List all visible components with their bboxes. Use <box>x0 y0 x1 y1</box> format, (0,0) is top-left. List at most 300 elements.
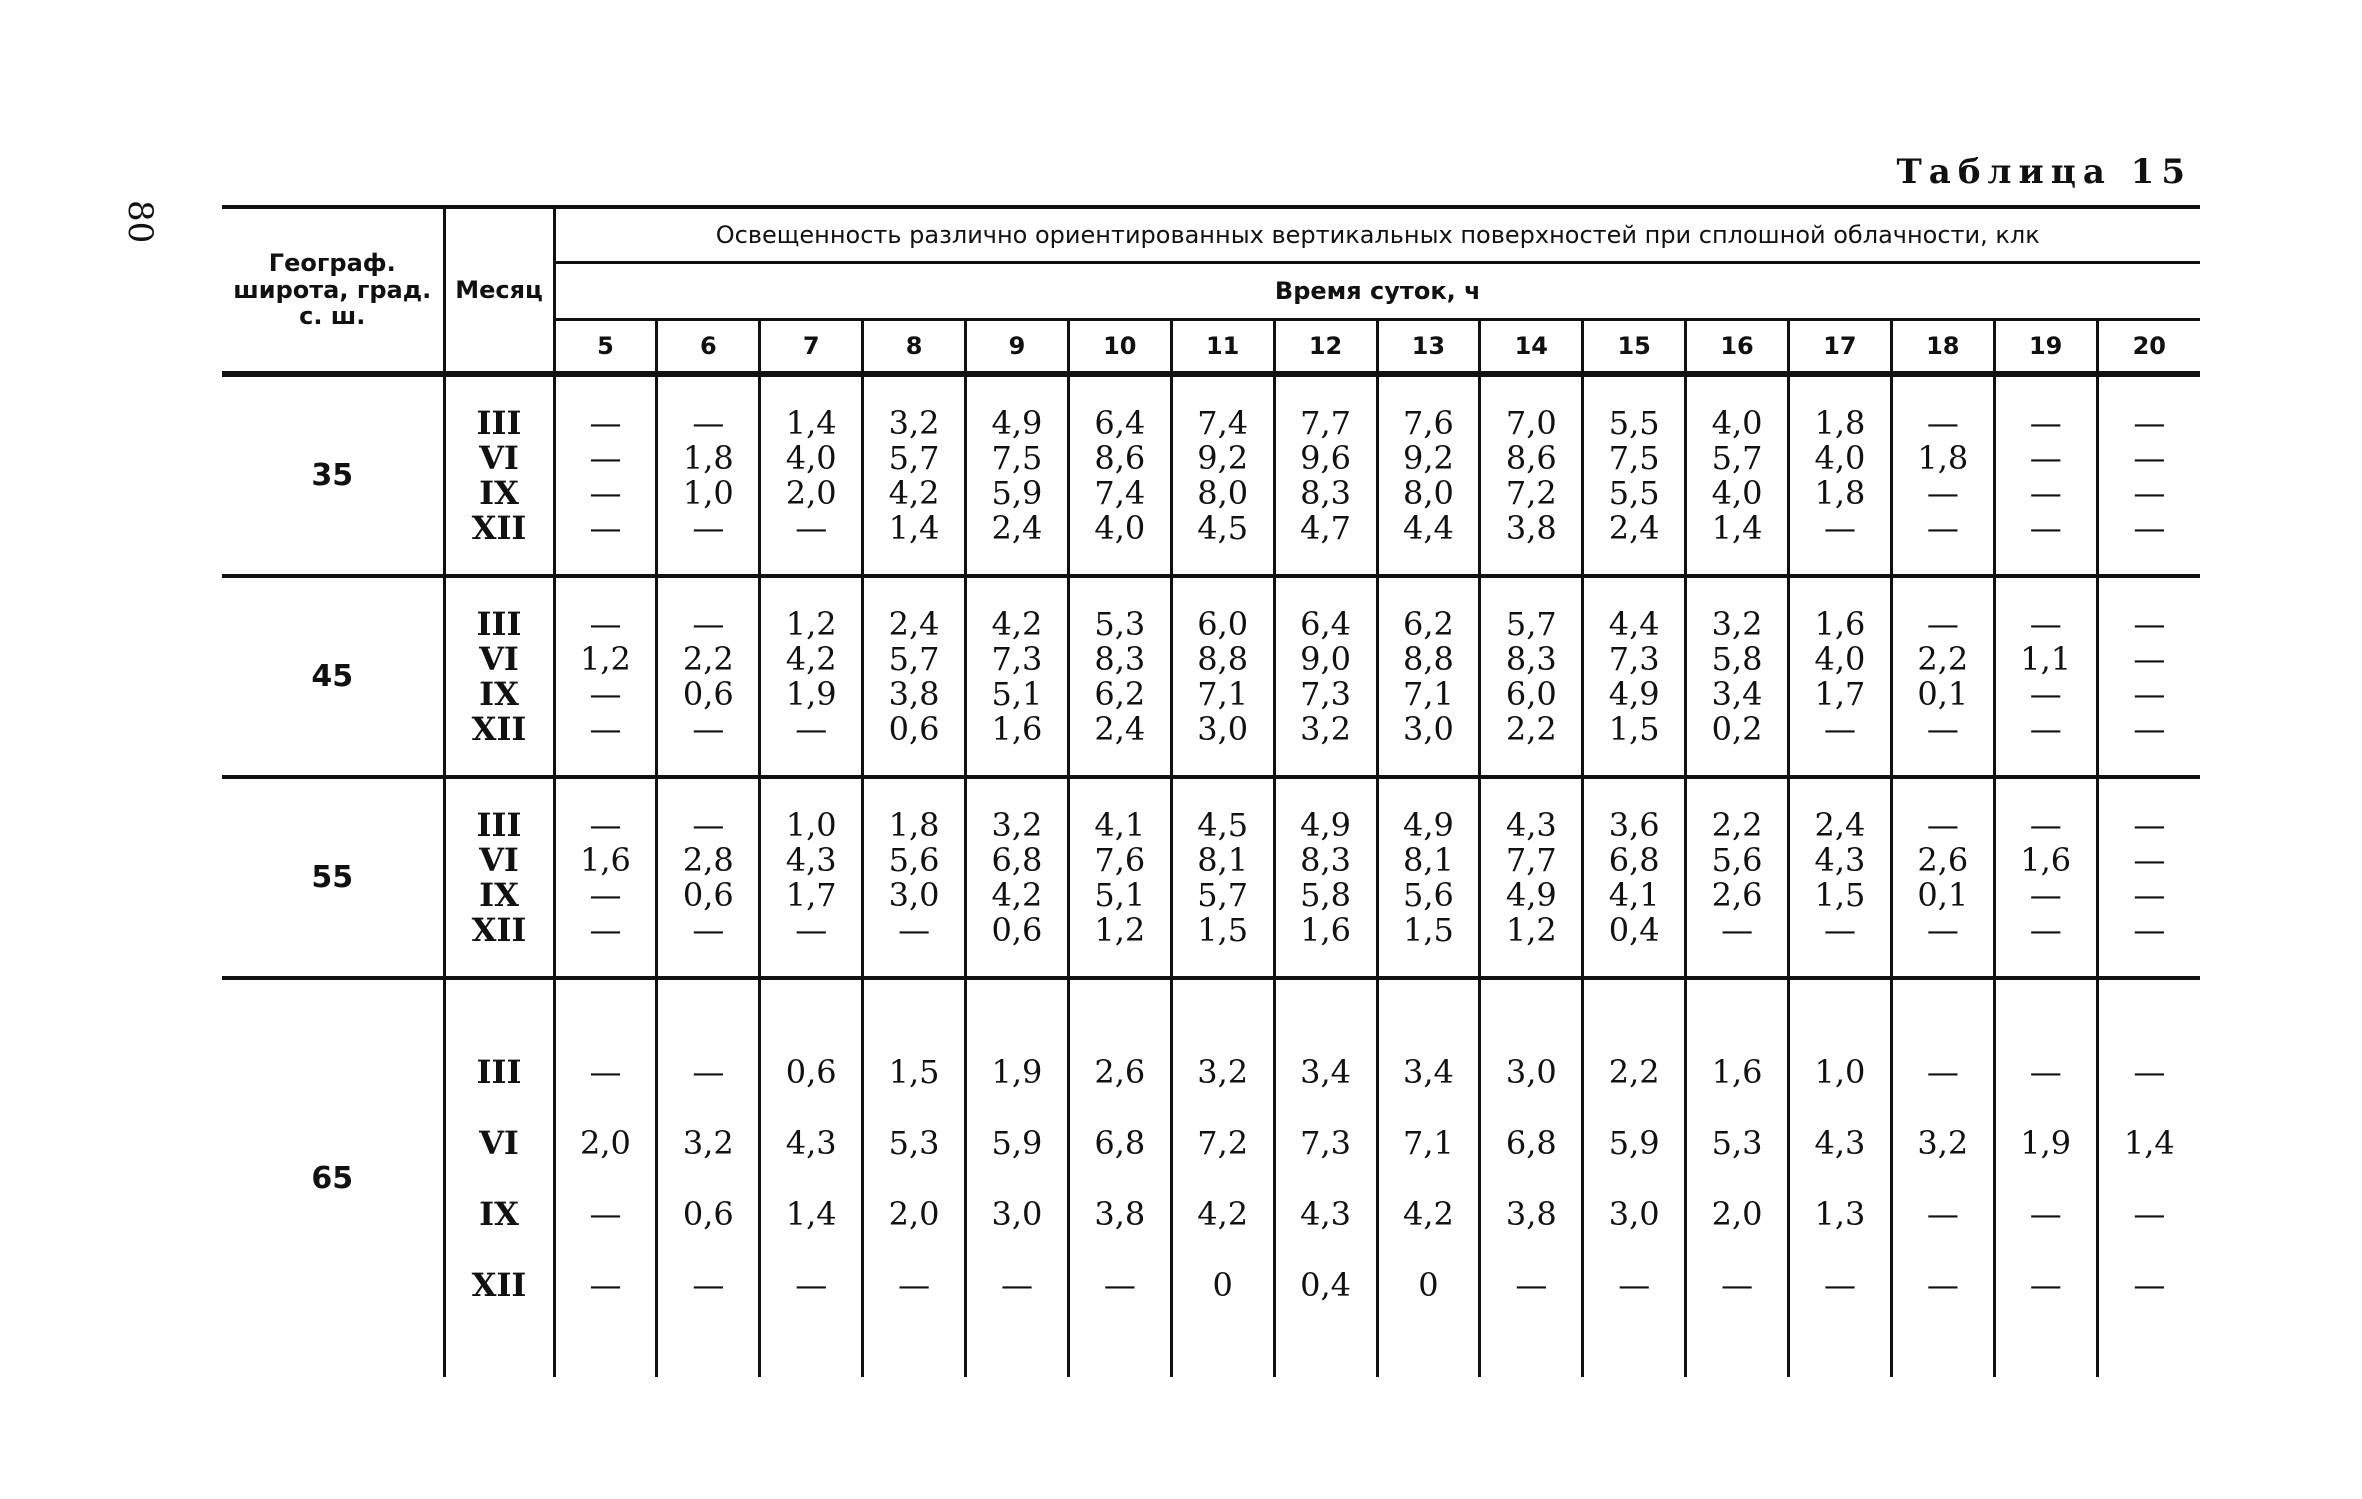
illuminance-value: 5,6 <box>888 840 940 879</box>
illuminance-value: 7,3 <box>1608 639 1660 678</box>
illuminance-value: 3,4 <box>1300 1052 1351 1091</box>
hour-header: 7 <box>760 320 863 375</box>
hour-values-cell <box>1377 777 1480 978</box>
illuminance-value: 8,6 <box>1505 438 1557 477</box>
illuminance-value: 4,7 <box>1300 508 1351 547</box>
illuminance-value: 1,6 <box>1814 604 1866 643</box>
illuminance-value: — <box>1926 473 1959 512</box>
illuminance-value: — <box>2133 1265 2166 1304</box>
illuminance-value: 1,9 <box>991 1052 1043 1091</box>
illuminance-value: 5,7 <box>1505 604 1557 643</box>
illuminance-value: 1,7 <box>1814 674 1866 713</box>
hour-values-cell <box>1068 374 1171 576</box>
illuminance-value: 9,6 <box>1300 438 1351 477</box>
illuminance-value: 0,4 <box>1300 1265 1351 1304</box>
illuminance-value: 7,3 <box>1300 1123 1351 1162</box>
illuminance-value: — <box>2029 1194 2062 1233</box>
month-label: XII <box>471 508 527 547</box>
illuminance-value: 4,9 <box>1505 875 1557 914</box>
illuminance-value: 2,4 <box>1814 805 1866 844</box>
illuminance-value: 1,4 <box>785 403 837 442</box>
hour-values-cell <box>1377 576 1480 777</box>
illuminance-value: 0,6 <box>682 674 734 713</box>
table-header <box>222 207 2200 374</box>
illuminance-value: — <box>2133 840 2166 879</box>
illuminance-value: 5,9 <box>991 1123 1043 1162</box>
hour-values-cell <box>2097 978 2200 1377</box>
hour-values-cell <box>1994 777 2097 978</box>
hour-values-cell <box>1377 374 1480 576</box>
illuminance-value: 4,0 <box>1814 438 1866 477</box>
illuminance-value: 8,1 <box>1197 840 1249 879</box>
illuminance-value: 3,8 <box>888 674 940 713</box>
illuminance-value: — <box>589 403 622 442</box>
illuminance-value: 2,2 <box>1917 639 1969 678</box>
hour-header: 9 <box>966 320 1069 375</box>
hour-values-cell <box>863 978 966 1377</box>
illuminance-value: 1,8 <box>1814 473 1866 512</box>
illuminance-value: 1,3 <box>1814 1194 1866 1233</box>
hour-header: 5 <box>554 320 657 375</box>
illuminance-value: 1,6 <box>579 840 631 879</box>
illuminance-value: 8,3 <box>1505 639 1557 678</box>
illuminance-value: 3,6 <box>1608 805 1660 844</box>
hour-values-cell <box>1686 777 1789 978</box>
hour-header: 16 <box>1686 320 1789 375</box>
illuminance-value: 0,6 <box>682 1194 734 1233</box>
illuminance-value: 3,8 <box>1505 1194 1557 1233</box>
illuminance-value: 2,6 <box>1094 1052 1146 1091</box>
illuminance-value: 5,1 <box>1094 875 1146 914</box>
hour-header: 17 <box>1789 320 1892 375</box>
illuminance-value: 4,2 <box>1402 1194 1454 1233</box>
illuminance-value: 1,4 <box>1711 508 1763 547</box>
illuminance-value: — <box>692 403 725 442</box>
illuminance-value: — <box>2029 604 2062 643</box>
hour-header: 10 <box>1068 320 1171 375</box>
illuminance-value: 4,3 <box>785 840 837 879</box>
latitude-cell: 45 <box>222 576 444 777</box>
illuminance-value: 9,2 <box>1402 438 1454 477</box>
month-label: IX <box>479 674 519 713</box>
illuminance-value: 6,0 <box>1197 604 1249 643</box>
hour-values-cell <box>657 777 760 978</box>
illuminance-value: — <box>2133 473 2166 512</box>
hour-values-cell <box>1583 576 1686 777</box>
illuminance-value: 8,8 <box>1402 639 1454 678</box>
illuminance-value: 3,2 <box>1300 709 1351 748</box>
illuminance-value: — <box>2133 403 2166 442</box>
illuminance-value: 9,2 <box>1197 438 1249 477</box>
table-title: Таблица 15 <box>1896 152 2192 192</box>
illuminance-value: 7,0 <box>1505 403 1557 442</box>
illuminance-value: 8,6 <box>1094 438 1146 477</box>
hour-values-cell <box>863 374 966 576</box>
hour-values-cell <box>554 777 657 978</box>
illuminance-value: 1,8 <box>1814 403 1866 442</box>
hour-values-cell <box>1171 374 1274 576</box>
illuminance-value: 7,1 <box>1402 1123 1454 1162</box>
hour-header: 11 <box>1171 320 1274 375</box>
illuminance-value: 4,0 <box>1814 639 1866 678</box>
illuminance-value: 3,4 <box>1402 1052 1454 1091</box>
hour-values-cell <box>966 978 1069 1377</box>
illuminance-value: — <box>1823 910 1856 949</box>
illuminance-value: — <box>589 604 622 643</box>
illuminance-value: 2,0 <box>785 473 837 512</box>
illuminance-header: Освещенность различно ориентированных вертикальных поверхностей при сплошной облачности, клк <box>554 207 2200 263</box>
hour-values-cell <box>1171 777 1274 978</box>
latitude-row <box>222 777 2200 978</box>
hour-values-cell <box>1480 374 1583 576</box>
illuminance-value: — <box>795 508 828 547</box>
illuminance-value: — <box>2133 910 2166 949</box>
month-label: XII <box>471 1265 527 1304</box>
hour-values-cell <box>966 777 1069 978</box>
illuminance-value: 1,6 <box>1711 1052 1763 1091</box>
illuminance-value: 5,9 <box>991 473 1043 512</box>
illuminance-value: — <box>1721 1265 1754 1304</box>
illuminance-value: 1,2 <box>1505 910 1557 949</box>
illuminance-value: 8,0 <box>1197 473 1249 512</box>
illuminance-value: — <box>1926 1194 1959 1233</box>
illuminance-value: 4,0 <box>785 438 837 477</box>
illuminance-value: — <box>1926 1265 1959 1304</box>
illuminance-value: 6,4 <box>1300 604 1351 643</box>
hour-values-cell <box>1891 777 1994 978</box>
hour-values-cell <box>1274 777 1377 978</box>
illuminance-value: 0,1 <box>1917 875 1969 914</box>
month-label: III <box>476 1052 522 1091</box>
hour-values-cell <box>1891 576 1994 777</box>
hour-values-cell <box>1994 978 2097 1377</box>
illuminance-value: 8,3 <box>1300 840 1351 879</box>
months-cell <box>444 374 554 576</box>
illuminance-value: 2,6 <box>1711 875 1763 914</box>
illuminance-value: 1,2 <box>1094 910 1146 949</box>
illuminance-value: 7,5 <box>991 438 1043 477</box>
illuminance-value: — <box>589 805 622 844</box>
month-header: Месяц <box>444 207 554 374</box>
hour-header: 13 <box>1377 320 1480 375</box>
latitude-cell: 35 <box>222 374 444 576</box>
illuminance-value: 3,0 <box>1505 1052 1557 1091</box>
month-label: VI <box>479 1123 519 1162</box>
illuminance-value: 4,1 <box>1608 875 1660 914</box>
illuminance-value: 1,4 <box>785 1194 837 1233</box>
illuminance-value: 4,3 <box>1505 805 1557 844</box>
illuminance-value: — <box>2029 805 2062 844</box>
illuminance-value: 1,6 <box>991 709 1043 748</box>
illuminance-value: 5,3 <box>1711 1123 1763 1162</box>
illuminance-value: 3,2 <box>1711 604 1763 643</box>
illuminance-value: — <box>2029 438 2062 477</box>
illuminance-value: 1,6 <box>1300 910 1351 949</box>
illuminance-value: 4,9 <box>991 403 1043 442</box>
illuminance-value: — <box>2029 1265 2062 1304</box>
illuminance-value: 2,4 <box>1094 709 1146 748</box>
illuminance-value: 8,1 <box>1402 840 1454 879</box>
illuminance-value: 6,8 <box>1094 1123 1146 1162</box>
hour-header: 12 <box>1274 320 1377 375</box>
illuminance-value: 4,0 <box>1711 403 1763 442</box>
illuminance-value: 1,4 <box>2123 1123 2175 1162</box>
illuminance-value: 4,3 <box>1814 840 1866 879</box>
illuminance-value: 3,8 <box>1505 508 1557 547</box>
hour-values-cell <box>966 576 1069 777</box>
illuminance-value: 2,2 <box>1711 805 1763 844</box>
hour-values-cell <box>1068 777 1171 978</box>
illuminance-value: 5,3 <box>1094 604 1146 643</box>
illuminance-value: 1,0 <box>785 805 837 844</box>
hour-values-cell <box>760 374 863 576</box>
time-of-day-header: Время суток, ч <box>554 263 2200 320</box>
hour-values-cell <box>1274 576 1377 777</box>
illuminance-value: 1,5 <box>888 1052 940 1091</box>
illuminance-value: — <box>2029 403 2062 442</box>
illuminance-value: — <box>795 1265 828 1304</box>
illuminance-value: 0,6 <box>991 910 1043 949</box>
illuminance-value: 8,8 <box>1197 639 1249 678</box>
illuminance-value: 2,0 <box>1711 1194 1763 1233</box>
illuminance-value: 5,5 <box>1608 403 1660 442</box>
month-label: III <box>476 805 522 844</box>
illuminance-value: — <box>2133 604 2166 643</box>
hour-values-cell <box>657 978 760 1377</box>
illuminance-value: 1,9 <box>785 674 837 713</box>
illuminance-value: 4,0 <box>1711 473 1763 512</box>
illuminance-value: — <box>2133 674 2166 713</box>
illuminance-value: 5,7 <box>888 639 940 678</box>
illuminance-value: 5,8 <box>1711 639 1763 678</box>
hour-values-cell <box>1891 374 1994 576</box>
illuminance-value: 2,2 <box>682 639 734 678</box>
hour-values-cell <box>1068 978 1171 1377</box>
illuminance-value: 7,5 <box>1608 438 1660 477</box>
hour-values-cell <box>1480 576 1583 777</box>
illuminance-value: 3,0 <box>888 875 940 914</box>
illuminance-value: — <box>2133 875 2166 914</box>
hour-values-cell <box>1583 374 1686 576</box>
illuminance-value: 3,2 <box>1917 1123 1969 1162</box>
illuminance-value: — <box>1103 1265 1136 1304</box>
illuminance-value: — <box>2029 674 2062 713</box>
hour-values-cell <box>1583 777 1686 978</box>
table-body <box>222 374 2200 1377</box>
hour-header: 18 <box>1891 320 1994 375</box>
month-label: VI <box>479 639 519 678</box>
illuminance-value: — <box>692 805 725 844</box>
illuminance-value: — <box>1926 508 1959 547</box>
illuminance-value: 3,2 <box>682 1123 734 1162</box>
illuminance-value: 1,1 <box>2020 639 2072 678</box>
hour-values-cell <box>1583 978 1686 1377</box>
illuminance-value: 1,2 <box>579 639 631 678</box>
illuminance-value: — <box>2133 1194 2166 1233</box>
latitude-header: Географ. широта, град. с. ш. <box>222 207 444 374</box>
month-label: XII <box>471 910 527 949</box>
latitude-row <box>222 374 2200 576</box>
hour-header: 19 <box>1994 320 2097 375</box>
illuminance-value: 2,4 <box>991 508 1043 547</box>
illuminance-value: — <box>2029 473 2062 512</box>
hour-values-cell <box>863 777 966 978</box>
illuminance-value: 2,0 <box>888 1194 940 1233</box>
illuminance-value: — <box>1823 709 1856 748</box>
illuminance-value: 0,4 <box>1608 910 1660 949</box>
illuminance-value: — <box>589 1265 622 1304</box>
illuminance-value: — <box>2133 805 2166 844</box>
illuminance-value: 3,0 <box>991 1194 1043 1233</box>
illuminance-value: — <box>898 910 931 949</box>
illuminance-value: — <box>1926 910 1959 949</box>
hour-header: 15 <box>1583 320 1686 375</box>
illuminance-value: 4,3 <box>785 1123 837 1162</box>
illuminance-value: 4,2 <box>991 604 1043 643</box>
illuminance-value: 5,5 <box>1608 473 1660 512</box>
hour-values-cell <box>863 576 966 777</box>
illuminance-table <box>222 205 2200 1377</box>
illuminance-value: — <box>589 508 622 547</box>
illuminance-value: 4,9 <box>1608 674 1660 713</box>
hour-values-cell <box>554 374 657 576</box>
illuminance-value: 7,6 <box>1094 840 1146 879</box>
illuminance-value: 2,8 <box>682 840 734 879</box>
illuminance-value: 7,4 <box>1197 403 1249 442</box>
illuminance-value: 7,1 <box>1402 674 1454 713</box>
illuminance-value: — <box>2133 508 2166 547</box>
illuminance-value: — <box>2133 639 2166 678</box>
latitude-row <box>222 978 2200 1377</box>
illuminance-value: 7,2 <box>1505 473 1557 512</box>
illuminance-value: 3,2 <box>1197 1052 1249 1091</box>
illuminance-value: 0 <box>1418 1265 1439 1304</box>
illuminance-value: — <box>1823 508 1856 547</box>
illuminance-value: 7,6 <box>1402 403 1454 442</box>
hour-values-cell <box>760 576 863 777</box>
hour-values-cell <box>657 576 760 777</box>
illuminance-value: — <box>692 1265 725 1304</box>
illuminance-value: — <box>2029 910 2062 949</box>
illuminance-value: 4,4 <box>1402 508 1454 547</box>
illuminance-value: 1,4 <box>888 508 940 547</box>
illuminance-value: — <box>2133 709 2166 748</box>
illuminance-value: 7,3 <box>991 639 1043 678</box>
hour-values-cell <box>1171 576 1274 777</box>
hour-values-cell <box>1686 576 1789 777</box>
hour-header: 8 <box>863 320 966 375</box>
illuminance-value: 8,3 <box>1094 639 1146 678</box>
hour-values-cell <box>1068 576 1171 777</box>
illuminance-value: 5,1 <box>991 674 1043 713</box>
illuminance-value: 4,0 <box>1094 508 1146 547</box>
illuminance-value: — <box>589 709 622 748</box>
illuminance-value: — <box>692 508 725 547</box>
illuminance-value: 7,4 <box>1094 473 1146 512</box>
illuminance-value: — <box>589 875 622 914</box>
hour-values-cell <box>1994 576 2097 777</box>
hour-values-cell <box>1789 374 1892 576</box>
month-label: VI <box>479 438 519 477</box>
illuminance-value: 1,9 <box>2020 1123 2072 1162</box>
month-label: III <box>476 403 522 442</box>
illuminance-value: 2,4 <box>1608 508 1660 547</box>
illuminance-value: 5,7 <box>1197 875 1249 914</box>
hour-header: 20 <box>2132 332 2167 360</box>
illuminance-value: 3,8 <box>1094 1194 1146 1233</box>
illuminance-value: 1,0 <box>682 473 734 512</box>
illuminance-value: 4,3 <box>1300 1194 1351 1233</box>
illuminance-value: — <box>1515 1265 1548 1304</box>
illuminance-value: — <box>1618 1265 1651 1304</box>
illuminance-value: 5,6 <box>1711 840 1763 879</box>
hour-values-cell <box>1377 978 1480 1377</box>
months-cell <box>444 978 554 1377</box>
illuminance-value: 6,8 <box>1608 840 1660 879</box>
hour-values-cell <box>1686 374 1789 576</box>
illuminance-value: 1,5 <box>1608 709 1660 748</box>
hour-header: 6 <box>657 320 760 375</box>
illuminance-value: — <box>692 604 725 643</box>
month-label: XII <box>471 709 527 748</box>
illuminance-value: — <box>589 1194 622 1233</box>
illuminance-value: 6,2 <box>1402 604 1454 643</box>
illuminance-value: — <box>795 910 828 949</box>
hour-values-cell <box>554 978 657 1377</box>
hour-values-cell <box>554 576 657 777</box>
illuminance-value: — <box>898 1265 931 1304</box>
month-label: IX <box>479 1194 519 1233</box>
illuminance-value: 7,2 <box>1197 1123 1249 1162</box>
illuminance-value: — <box>1721 910 1754 949</box>
illuminance-value: 7,7 <box>1505 840 1557 879</box>
illuminance-value: 1,5 <box>1814 875 1866 914</box>
illuminance-value: 0,6 <box>682 875 734 914</box>
illuminance-value: 1,5 <box>1197 910 1249 949</box>
hour-values-cell <box>760 777 863 978</box>
hour-values-cell <box>1994 374 2097 576</box>
page-number: 80 <box>120 200 160 244</box>
illuminance-value: 4,4 <box>1608 604 1660 643</box>
illuminance-value: 3,2 <box>888 403 940 442</box>
hour-values-cell <box>2097 374 2200 576</box>
hour-values-cell <box>1274 978 1377 1377</box>
illuminance-value: — <box>692 910 725 949</box>
illuminance-value: 5,7 <box>888 438 940 477</box>
illuminance-value: 1,7 <box>785 875 837 914</box>
illuminance-value: 1,0 <box>1814 1052 1866 1091</box>
illuminance-value: — <box>795 709 828 748</box>
illuminance-value: 4,5 <box>1197 805 1249 844</box>
illuminance-value: 3,0 <box>1197 709 1249 748</box>
illuminance-value: 6,8 <box>1505 1123 1557 1162</box>
hour-values-cell <box>657 374 760 576</box>
illuminance-value: 3,4 <box>1711 674 1763 713</box>
illuminance-value: — <box>1926 1052 1959 1091</box>
hour-values-cell <box>1274 374 1377 576</box>
illuminance-value: — <box>589 910 622 949</box>
hour-values-cell <box>760 978 863 1377</box>
hour-values-cell <box>1789 777 1892 978</box>
hour-values-cell <box>1171 978 1274 1377</box>
illuminance-value: — <box>1926 805 1959 844</box>
illuminance-value: — <box>2029 508 2062 547</box>
illuminance-value: — <box>692 709 725 748</box>
latitude-cell: 55 <box>222 777 444 978</box>
illuminance-value: 2,6 <box>1917 840 1969 879</box>
illuminance-value: 5,8 <box>1300 875 1351 914</box>
illuminance-value: 4,2 <box>1197 1194 1249 1233</box>
